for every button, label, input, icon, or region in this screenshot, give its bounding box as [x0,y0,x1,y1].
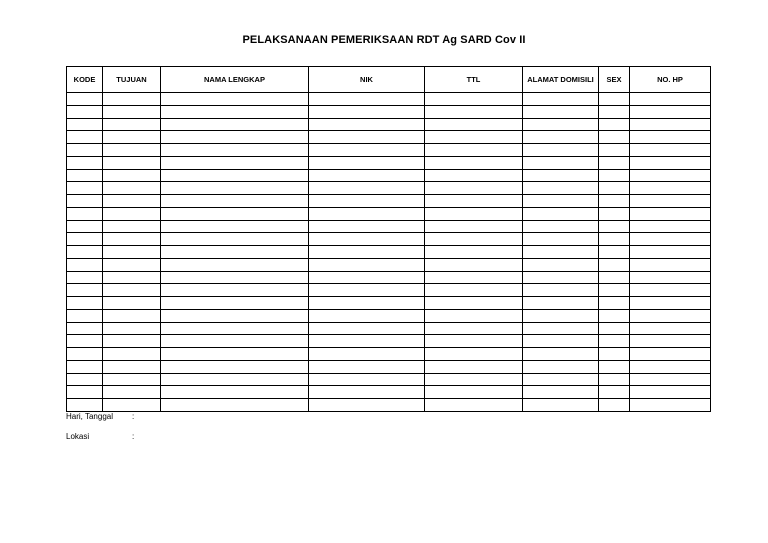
table-cell[interactable] [161,156,309,169]
location-label: Lokasi [66,432,90,441]
table-cell[interactable] [67,297,103,310]
table-cell[interactable] [599,373,630,386]
table-cell[interactable] [523,309,599,322]
table-cell[interactable] [67,233,103,246]
table-cell[interactable] [523,373,599,386]
table-cell[interactable] [103,271,161,284]
table-row [67,93,711,106]
table-cell[interactable] [67,105,103,118]
table-cell[interactable] [67,373,103,386]
table-cell[interactable] [161,246,309,259]
table-cell[interactable] [161,399,309,412]
table-cell[interactable] [309,233,425,246]
table-row [67,348,711,361]
table-cell[interactable] [630,118,711,131]
table-cell[interactable] [103,144,161,157]
table-cell[interactable] [103,297,161,310]
table-cell[interactable] [630,284,711,297]
table-cell[interactable] [309,105,425,118]
table-cell[interactable] [630,373,711,386]
table-cell[interactable] [67,131,103,144]
table-cell[interactable] [630,233,711,246]
header-ttl: TTL [425,67,523,93]
table-cell[interactable] [161,233,309,246]
table-cell[interactable] [599,156,630,169]
table-cell[interactable] [425,169,523,182]
table-cell[interactable] [309,182,425,195]
table-cell[interactable] [67,399,103,412]
table-cell[interactable] [309,297,425,310]
table-cell[interactable] [161,386,309,399]
table-row [67,207,711,220]
table-cell[interactable] [309,144,425,157]
table-cell[interactable] [309,156,425,169]
table-cell[interactable] [103,399,161,412]
table-cell[interactable] [630,322,711,335]
table-cell[interactable] [630,399,711,412]
table-cell[interactable] [67,309,103,322]
table-cell[interactable] [599,297,630,310]
table-cell[interactable] [309,93,425,106]
table-cell[interactable] [425,195,523,208]
table-cell[interactable] [103,246,161,259]
table-row [67,220,711,233]
table-cell[interactable] [523,399,599,412]
table-cell[interactable] [523,144,599,157]
table-cell[interactable] [630,207,711,220]
table-cell[interactable] [599,258,630,271]
table-cell[interactable] [103,169,161,182]
table-cell[interactable] [161,144,309,157]
table-cell[interactable] [161,271,309,284]
table-cell[interactable] [523,182,599,195]
table-cell[interactable] [103,93,161,106]
table-cell[interactable] [599,169,630,182]
table-cell[interactable] [309,309,425,322]
table-cell[interactable] [103,131,161,144]
table-cell[interactable] [425,156,523,169]
table-cell[interactable] [425,335,523,348]
table-cell[interactable] [599,335,630,348]
table-cell[interactable] [67,118,103,131]
table-cell[interactable] [67,284,103,297]
table-cell[interactable] [425,258,523,271]
table-cell[interactable] [309,399,425,412]
table-cell[interactable] [309,284,425,297]
table-cell[interactable] [309,386,425,399]
table-cell[interactable] [523,335,599,348]
header-nama-lengkap: NAMA LENGKAP [161,67,309,93]
table-cell[interactable] [103,386,161,399]
table-cell[interactable] [523,271,599,284]
table-cell[interactable] [599,284,630,297]
table-cell[interactable] [425,233,523,246]
table-cell[interactable] [103,284,161,297]
table-cell[interactable] [425,322,523,335]
table-cell[interactable] [103,105,161,118]
table-cell[interactable] [523,195,599,208]
table-cell[interactable] [630,297,711,310]
table-cell[interactable] [599,195,630,208]
header-alamat-domisili: ALAMAT DOMISILI [523,67,599,93]
table-cell[interactable] [630,195,711,208]
table-cell[interactable] [599,386,630,399]
table-cell[interactable] [425,386,523,399]
table-cell[interactable] [599,131,630,144]
table-cell[interactable] [67,156,103,169]
table-cell[interactable] [309,322,425,335]
table-body [67,93,711,412]
table-cell[interactable] [67,207,103,220]
table-cell[interactable] [103,348,161,361]
table-cell[interactable] [523,131,599,144]
table-cell[interactable] [103,258,161,271]
table-cell[interactable] [67,169,103,182]
table-cell[interactable] [599,144,630,157]
table-cell[interactable] [523,258,599,271]
table-cell[interactable] [67,271,103,284]
table-cell[interactable] [161,169,309,182]
table-cell[interactable] [103,373,161,386]
table-row [67,118,711,131]
table-row [67,309,711,322]
table-cell[interactable] [599,309,630,322]
table-cell[interactable] [630,271,711,284]
table-cell[interactable] [425,284,523,297]
date-label: Hari, Tanggal [66,412,113,421]
table-cell[interactable] [425,105,523,118]
table-cell[interactable] [599,93,630,106]
table-cell[interactable] [67,195,103,208]
table-cell[interactable] [309,348,425,361]
table-cell[interactable] [103,195,161,208]
table-cell[interactable] [309,335,425,348]
table-row [67,156,711,169]
table-cell[interactable] [630,220,711,233]
table-cell[interactable] [425,182,523,195]
table-cell[interactable] [309,207,425,220]
table-cell[interactable] [161,195,309,208]
table-cell[interactable] [161,182,309,195]
table-row [67,105,711,118]
table-cell[interactable] [425,348,523,361]
table-cell[interactable] [309,373,425,386]
table-cell[interactable] [523,360,599,373]
table-cell[interactable] [599,220,630,233]
table-row [67,195,711,208]
table-cell[interactable] [161,322,309,335]
table-cell[interactable] [630,169,711,182]
table-cell[interactable] [103,182,161,195]
table-cell[interactable] [523,220,599,233]
header-kode: KODE [67,67,103,93]
table-cell[interactable] [161,105,309,118]
table-cell[interactable] [599,348,630,361]
table-cell[interactable] [103,118,161,131]
table-row [67,258,711,271]
table-cell[interactable] [599,360,630,373]
document-title: PELAKSANAAN PEMERIKSAAN RDT Ag SARD Cov II [242,34,526,46]
table-row [67,322,711,335]
table-cell[interactable] [309,271,425,284]
table-cell[interactable] [425,144,523,157]
table-cell[interactable] [425,297,523,310]
table-header-row [67,67,711,93]
table-cell[interactable] [630,144,711,157]
table-cell[interactable] [309,131,425,144]
header-nik: NIK [309,67,425,93]
table-row [67,335,711,348]
table-cell[interactable] [67,93,103,106]
table-cell[interactable] [599,105,630,118]
table-cell[interactable] [161,93,309,106]
table-cell[interactable] [309,220,425,233]
table-cell[interactable] [67,258,103,271]
table-cell[interactable] [309,246,425,259]
table-cell[interactable] [630,182,711,195]
table-cell[interactable] [523,105,599,118]
table-cell[interactable] [103,156,161,169]
table-cell[interactable] [630,131,711,144]
table-cell[interactable] [599,322,630,335]
table-cell[interactable] [630,93,711,106]
table-cell[interactable] [67,182,103,195]
table-cell[interactable] [103,335,161,348]
table-cell[interactable] [630,309,711,322]
date-colon: : [132,412,135,421]
table-cell[interactable] [67,386,103,399]
table-cell[interactable] [425,399,523,412]
table-cell[interactable] [161,373,309,386]
table-cell[interactable] [161,335,309,348]
table-cell[interactable] [425,246,523,259]
table-cell[interactable] [67,246,103,259]
table-cell[interactable] [630,348,711,361]
table-row [67,399,711,412]
table-cell[interactable] [523,297,599,310]
table-cell[interactable] [161,360,309,373]
date-line [66,412,134,421]
table-cell[interactable] [523,93,599,106]
table-cell[interactable] [630,258,711,271]
table-cell[interactable] [161,297,309,310]
table-cell[interactable] [599,233,630,246]
table-cell[interactable] [425,131,523,144]
table-cell[interactable] [630,335,711,348]
header-tujuan: TUJUAN [103,67,161,93]
table-cell[interactable] [67,144,103,157]
header-no-hp: NO. HP [630,67,711,93]
table-cell[interactable] [630,105,711,118]
table-cell[interactable] [309,258,425,271]
table-cell[interactable] [161,348,309,361]
table-cell[interactable] [523,284,599,297]
table-cell[interactable] [630,156,711,169]
table-cell[interactable] [67,348,103,361]
table-cell[interactable] [425,309,523,322]
table-row [67,182,711,195]
location-line [66,432,134,441]
table-cell[interactable] [309,195,425,208]
table-row [67,297,711,310]
table-cell[interactable] [425,373,523,386]
table-cell[interactable] [425,93,523,106]
table-cell[interactable] [523,118,599,131]
table-cell[interactable] [67,322,103,335]
table-cell[interactable] [523,156,599,169]
table-row [67,386,711,399]
table-cell[interactable] [599,271,630,284]
table-row [67,373,711,386]
table-cell[interactable] [599,246,630,259]
location-colon: : [132,432,135,441]
table-cell[interactable] [425,220,523,233]
table-cell[interactable] [67,220,103,233]
table-cell[interactable] [161,284,309,297]
table-row [67,233,711,246]
table-cell[interactable] [523,386,599,399]
table-row [67,284,711,297]
table-cell[interactable] [425,207,523,220]
table-cell[interactable] [630,360,711,373]
table-cell[interactable] [599,118,630,131]
table-cell[interactable] [425,360,523,373]
table-row [67,131,711,144]
table-cell[interactable] [523,348,599,361]
table-cell[interactable] [67,360,103,373]
table-cell[interactable] [630,386,711,399]
table-cell[interactable] [523,207,599,220]
table-cell[interactable] [599,207,630,220]
examination-table [66,66,711,412]
table-cell[interactable] [309,360,425,373]
table-cell[interactable] [161,309,309,322]
table-cell[interactable] [161,258,309,271]
table-cell[interactable] [523,246,599,259]
table-cell[interactable] [103,207,161,220]
table-cell[interactable] [67,335,103,348]
table-cell[interactable] [523,322,599,335]
table-cell[interactable] [599,399,630,412]
table-cell[interactable] [630,246,711,259]
table-cell[interactable] [309,169,425,182]
table-cell[interactable] [523,169,599,182]
table-cell[interactable] [425,271,523,284]
table-cell[interactable] [599,182,630,195]
table-cell[interactable] [161,207,309,220]
table-cell[interactable] [161,131,309,144]
table-row [67,169,711,182]
table-cell[interactable] [425,118,523,131]
header-sex: SEX [599,67,630,93]
table-row [67,246,711,259]
table-cell[interactable] [161,118,309,131]
table-cell[interactable] [161,220,309,233]
table-cell[interactable] [103,309,161,322]
table-row [67,144,711,157]
table-cell[interactable] [103,322,161,335]
table-row [67,271,711,284]
table-cell[interactable] [103,220,161,233]
table-cell[interactable] [523,233,599,246]
table-cell[interactable] [309,118,425,131]
table-cell[interactable] [103,233,161,246]
table-cell[interactable] [103,360,161,373]
table-row [67,360,711,373]
